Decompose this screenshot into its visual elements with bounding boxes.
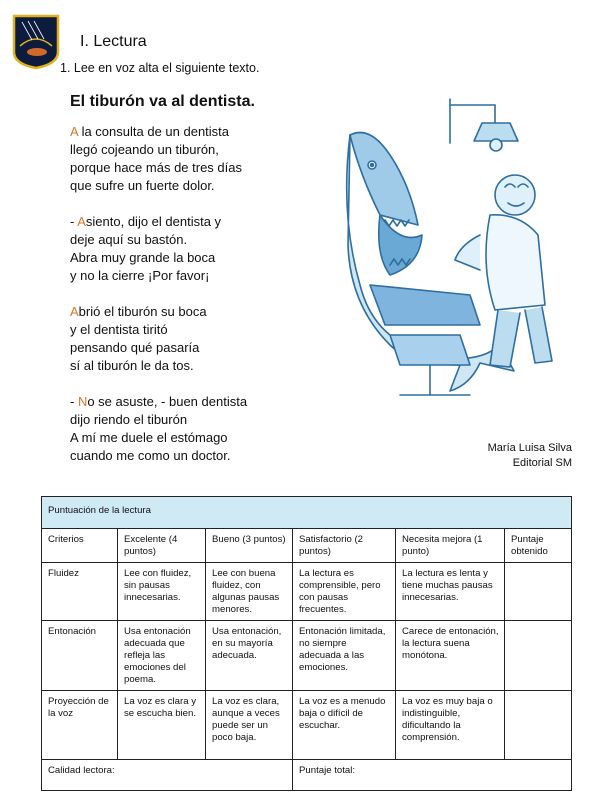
credit-author: María Luisa Silva <box>487 442 572 454</box>
dash-prefix: - <box>70 394 78 409</box>
table-cell: La voz es muy baja o indistinguible, dificultando la comprensión. <box>396 691 505 760</box>
poem-line: y el dentista tiritó <box>70 322 168 337</box>
credit-publisher: Editorial SM <box>512 457 572 469</box>
poem-line-text: brió el tiburón su boca <box>78 304 207 319</box>
reading-rubric-table <box>41 496 572 791</box>
rubric-title: Puntuación de la lectura <box>42 497 572 529</box>
table-row <box>42 691 572 760</box>
poem-line: dijo riendo el tiburón <box>70 412 188 427</box>
table-cell: Usa entonación adecuada que refleja las emociones del poema. <box>118 621 206 691</box>
rubric-footer-row <box>42 760 572 791</box>
column-header: Necesita mejora (1 punto) <box>396 529 505 563</box>
drop-letter: A <box>77 214 86 229</box>
poem-line: pensando qué pasaría <box>70 340 200 355</box>
column-header: Excelente (4 puntos) <box>118 529 206 563</box>
poem-line <box>70 123 330 141</box>
table-cell: La voz es a menudo baja o difícil de escuchar. <box>293 691 396 760</box>
poem-title: El tiburón va al dentista. <box>70 93 255 110</box>
poem-line-text: la consulta de un dentista <box>77 124 230 139</box>
instruction: 1. Lee en voz alta el siguiente texto. <box>60 61 260 75</box>
drop-letter: A <box>70 304 79 319</box>
reading-quality-field[interactable]: Calidad lectora: <box>42 760 293 791</box>
poem-line: cuando me como un doctor. <box>70 448 231 463</box>
poem-line-text: o se asuste, - buen dentista <box>87 394 248 409</box>
criterion-cell: Proyección de la voz <box>42 691 118 760</box>
table-cell: La voz es clara y se escucha bien. <box>118 691 206 760</box>
poem-line: y no la cierre ¡Por favor¡ <box>70 268 210 283</box>
score-cell[interactable] <box>505 691 572 760</box>
total-score-field[interactable]: Puntaje total: <box>293 760 572 791</box>
credit <box>488 441 572 471</box>
criterion-cell: Fluidez <box>42 563 118 621</box>
poem-line: Abra muy grande la boca <box>70 250 216 265</box>
poem-line-text: siento, dijo el dentista y <box>85 214 222 229</box>
poem-line: que sufre un fuerte dolor. <box>70 178 215 193</box>
rubric-title-row <box>42 497 572 529</box>
table-cell: La lectura es lenta y tiene muchas pausas innecesarias. <box>396 563 505 621</box>
poem-body <box>70 123 330 483</box>
stanza <box>70 303 330 375</box>
poem-line <box>70 393 330 411</box>
drop-letter: N <box>77 394 88 409</box>
table-cell: La voz es clara, aunque a veces puede ser un poco baja. <box>206 691 293 760</box>
poem-line: A mí me duele el estómago <box>70 430 228 445</box>
poem-line: porque hace más de tres días <box>70 160 242 175</box>
poem-line: deje aquí su bastón. <box>70 232 188 247</box>
section-title: I. Lectura <box>80 33 147 50</box>
rubric-column-headers <box>42 529 572 563</box>
stanza <box>70 393 330 465</box>
poem-line <box>70 303 330 321</box>
table-cell: Usa entonación, en su mayoría adecuada. <box>206 621 293 691</box>
column-header: Satisfactorio (2 puntos) <box>293 529 396 563</box>
column-header: Criterios <box>42 529 118 563</box>
table-cell: La lectura es comprensible, pero con pausas frecuentes. <box>293 563 396 621</box>
criterion-cell: Entonación <box>42 621 118 691</box>
poem-line <box>70 213 330 231</box>
score-cell[interactable] <box>505 621 572 691</box>
stanza <box>70 123 330 195</box>
poem-line: sí al tiburón le da tos. <box>70 358 194 373</box>
score-cell[interactable] <box>505 563 572 621</box>
table-cell: Entonación limitada, no siempre adecuada a las emociones. <box>293 621 396 691</box>
column-header: Bueno (3 puntos) <box>206 529 293 563</box>
column-header: Puntaje obtenido <box>505 529 572 563</box>
table-row <box>42 621 572 691</box>
stanza <box>70 213 330 285</box>
shark-dentist-illustration <box>330 95 560 405</box>
table-cell: Lee con buena fluidez, con algunas pausas menores. <box>206 563 293 621</box>
school-logo <box>10 12 62 70</box>
dash-prefix: - <box>70 214 78 229</box>
table-row <box>42 563 572 621</box>
table-cell: Carece de entonación, la lectura suena monótona. <box>396 621 505 691</box>
table-cell: Lee con fluidez, sin pausas innecesarias. <box>118 563 206 621</box>
poem-line: llegó cojeando un tiburón, <box>70 142 219 157</box>
drop-letter: A <box>70 124 78 139</box>
